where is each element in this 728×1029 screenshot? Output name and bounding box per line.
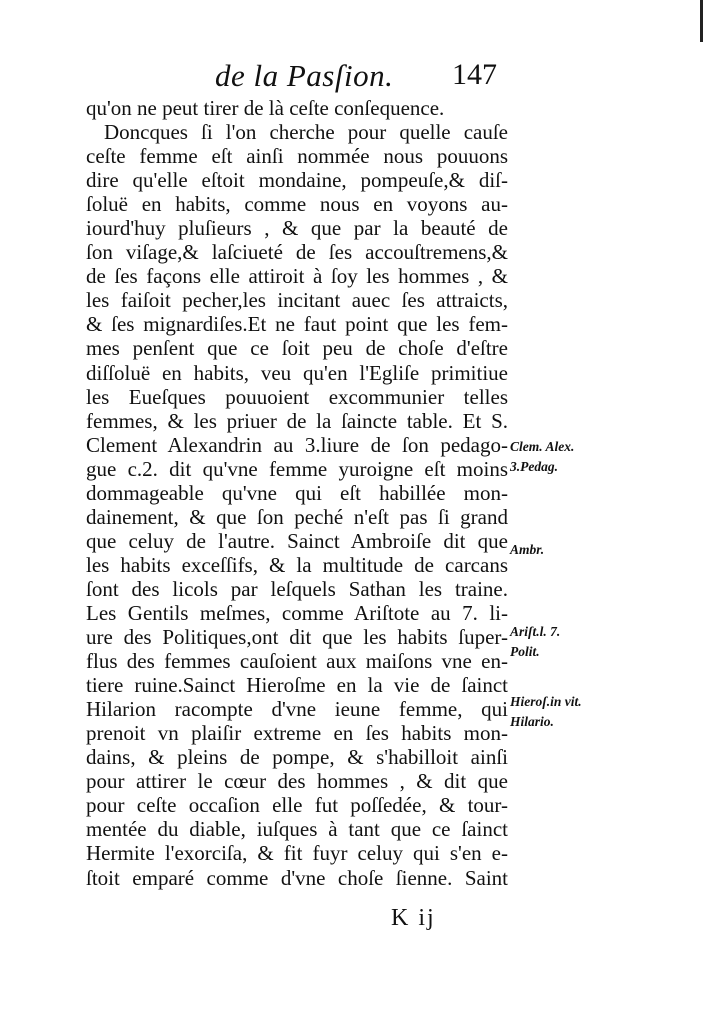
text-line: pour ceſte occaſion elle fut poſſedée, & tour- (86, 793, 508, 818)
text-line: les habits exceſſifs, & la multitude de carcans (86, 552, 508, 577)
text-line: flus des femmes cauſoient aux maiſons vne en- (86, 649, 508, 674)
margin-note-clement: Clem. Alex. (510, 439, 575, 454)
text-line: dainement, & que ſon peché n'eſt pas ſi grand (86, 504, 508, 529)
margin-note-arist: Ariſt.l. 7. (510, 624, 561, 639)
text-line: dommageable qu'vne qui eſt habillée mon- (86, 480, 508, 505)
text-line: pour attirer le cœur des hommes , & dit que (86, 769, 508, 794)
text-line: Hermite l'exorciſa, & fit fuyr celuy qui s'en e- (86, 841, 508, 866)
text-line: & ſes mignardiſes.Et ne faut point que les fem- (86, 312, 508, 337)
text-line: que celuy de l'autre. Sainct Ambroiſe dit que (86, 528, 508, 553)
text-line: Clement Alexandrin au 3.liure de ſon pedago- (86, 432, 508, 457)
text-line: ſont des licols par leſquels Sathan les traine. (86, 576, 508, 601)
text-line: Hilarion racompte d'vne ieune femme, qui (86, 697, 508, 722)
margin-note-polit: Polit. (510, 644, 540, 659)
text-line: ure des Politiques,ont dit que les habits ſuper- (86, 625, 508, 650)
running-title: de la Pasſion. (215, 58, 394, 93)
margin-note-ambr: Ambr. (510, 542, 545, 557)
text-line: ceſte femme eſt ainſi nommée nous pouuons (86, 144, 508, 169)
text-line: ſon viſage,& laſciueté de ſes accouſtremens,& (86, 240, 508, 265)
text-line: ſtoit emparé comme d'vne choſe ſienne. Saint (86, 865, 508, 890)
text-line: tiere ruine.Sainct Hieroſme en la vie de ſainct (86, 673, 508, 698)
text-line: prenoit vn plaiſir extreme en ſes habits mon- (86, 721, 508, 746)
text-line: iourd'huy pluſieurs , & que par la beauté de (86, 216, 508, 241)
text-line: les Eueſques pouuoient excommunier telles (86, 384, 508, 409)
text-line: de ſes façons elle attiroit à ſoy les hommes , & (86, 264, 508, 289)
text-line: les faiſoit pecher,les incitant auec ſes attraicts, (86, 288, 508, 313)
text-line: dire qu'elle eſtoit mondaine, pompeuſe,& diſ- (86, 168, 508, 193)
page-edge-mark (700, 0, 703, 42)
text-line: mentée du diable, iuſques à tant que ce ſainct (86, 817, 508, 842)
text-line: ſoluë en habits, comme nous en voyons au- (86, 192, 508, 217)
page-number: 147 (452, 58, 497, 91)
body-text (86, 96, 508, 890)
text-line: mes penſent que ce ſoit peu de choſe d'eſtre (86, 336, 508, 361)
signature-mark: K ij (391, 905, 436, 931)
text-line: Doncques ſi l'on cherche pour quelle cauſe (104, 120, 508, 145)
text-line: dains, & pleins de pompe, & s'habilloit ainſi (86, 745, 508, 770)
margin-note-hilario: Hilario. (510, 714, 554, 729)
text-line: Les Gentils meſmes, comme Ariſtote au 7. li- (86, 600, 508, 625)
margin-note-hieros: Hieroſ.in vit. (510, 694, 582, 709)
margin-note-pedag: 3.Pedag. (510, 459, 558, 474)
text-line: femmes, & les priuer de la ſaincte table. Et S. (86, 408, 508, 433)
text-line: diſſoluë en habits, veu qu'en l'Egliſe primitiue (86, 360, 508, 385)
text-line: gue c.2. dit qu'vne femme yuroigne eſt moins (86, 456, 508, 481)
text-line: qu'on ne peut tirer de là ceſte conſequence. (86, 96, 445, 120)
